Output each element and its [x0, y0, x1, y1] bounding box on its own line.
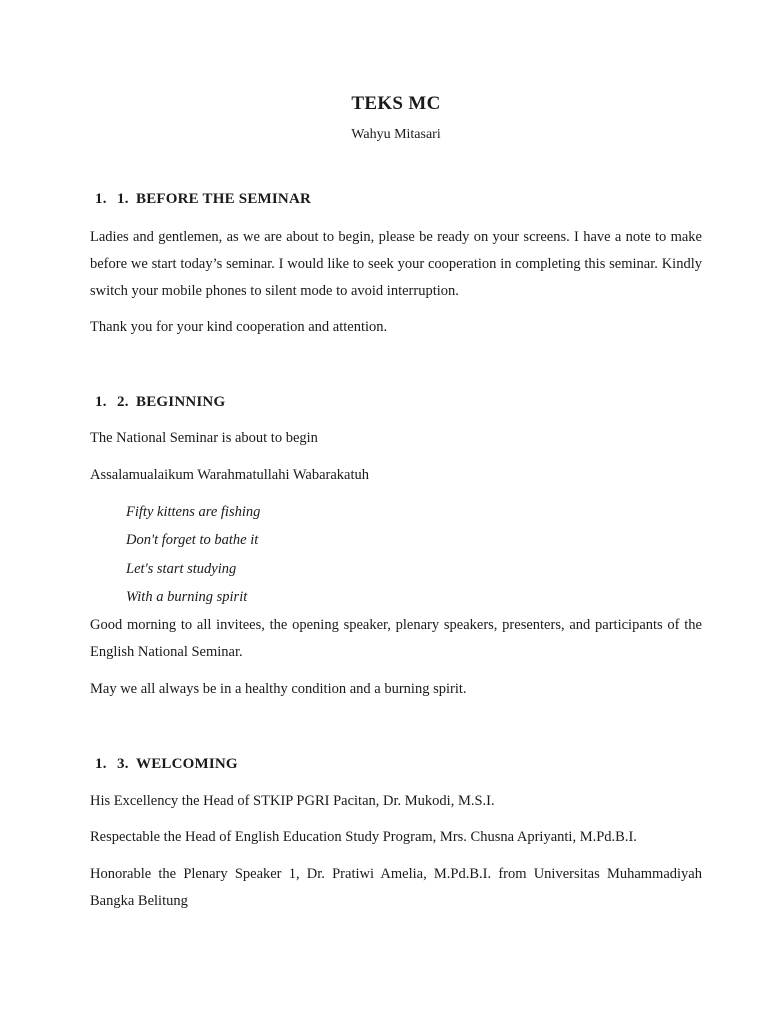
paragraph-welcome-plenary-speaker: Honorable the Plenary Speaker 1, Dr. Pratiwi Amelia, M.Pd.B.I. from Universitas Muhammadiyah Bangka Belitung — [90, 866, 702, 909]
paragraph-greeting-salam: Assalamualaikum Warahmatullahi Wabarakatuh — [90, 467, 369, 483]
section-heading-before-the-seminar — [95, 191, 311, 208]
heading-number: 1. — [95, 756, 107, 772]
document-title: TEKS MC — [351, 93, 441, 114]
heading-subnumber: 2. — [117, 394, 129, 410]
heading-text: BEFORE THE SEMINAR — [136, 191, 312, 207]
verse-line: Let's start studying — [126, 561, 237, 577]
heading-subnumber: 3. — [117, 756, 129, 772]
paragraph-thank-you: Thank you for your kind cooperation and attention. — [90, 319, 388, 335]
paragraph-seminar-begin: The National Seminar is about to begin — [90, 430, 318, 446]
heading-text: WELCOMING — [136, 756, 238, 772]
verse-line: Don't forget to bathe it — [126, 532, 259, 548]
section-heading-beginning — [95, 394, 225, 411]
heading-number: 1. — [95, 394, 107, 410]
section-heading-welcoming — [95, 756, 238, 773]
paragraph-healthy-condition: May we all always be in a healthy condition and a burning spirit. — [90, 681, 467, 697]
verse-line: Fifty kittens are fishing — [126, 504, 261, 520]
paragraph-welcome-head-program: Respectable the Head of English Education Study Program, Mrs. Chusna Apriyanti, M.Pd.B.I. — [90, 829, 637, 845]
verse-line: With a burning spirit — [126, 589, 248, 605]
paragraph-good-morning: Good morning to all invitees, the opening speaker, plenary speakers, presenters, and participants of the English National Seminar. — [90, 617, 702, 660]
document-author: Wahyu Mitasari — [351, 127, 441, 142]
paragraph-welcome-head-stkip: His Excellency the Head of STKIP PGRI Pacitan, Dr. Mukodi, M.S.I. — [90, 793, 495, 809]
paragraph-before-seminar-note: Ladies and gentlemen, as we are about to begin, please be ready on your screens. I have a note to make before we start today’s seminar. I would like to seek your cooperation in completing this seminar. Kindly switch your mobile phones to silent mode to avoid interruption. — [90, 229, 702, 299]
heading-text: BEGINNING — [136, 394, 226, 410]
heading-subnumber: 1. — [117, 191, 129, 207]
heading-number: 1. — [95, 191, 107, 207]
